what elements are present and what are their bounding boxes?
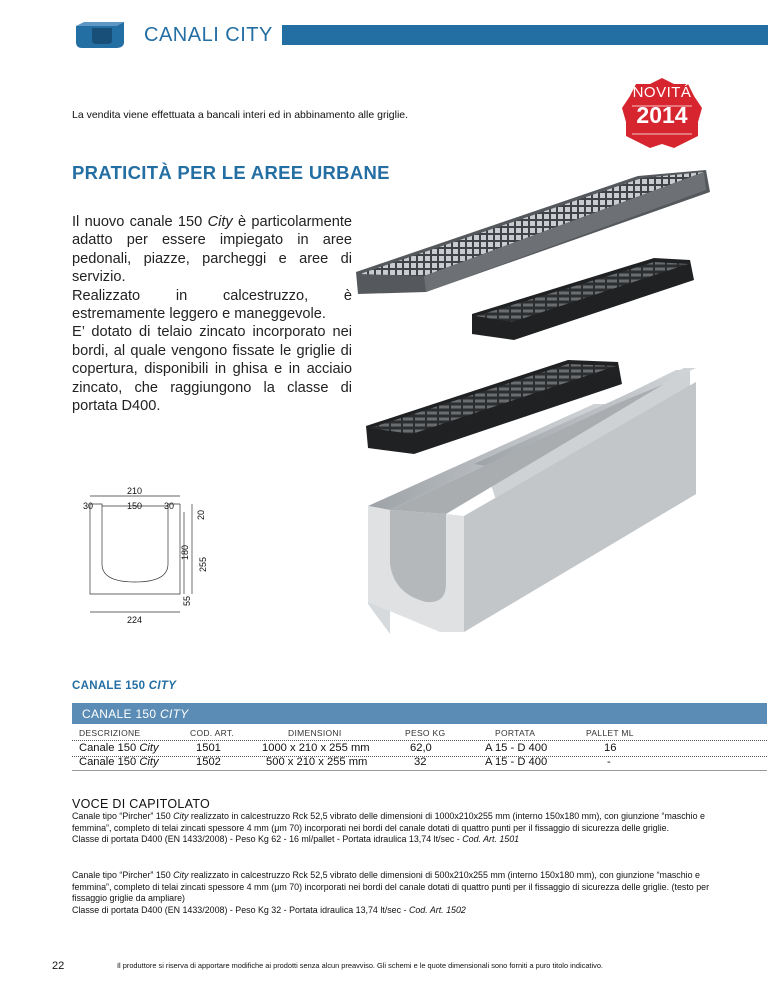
channel-icon	[72, 20, 128, 50]
footer-disclaimer: Il produttore si riserva di apportare modifiche ai prodotti senza alcun preavviso. Gli schemi e le quote dimensionali sono forniti a puro titolo indicativo.	[117, 961, 603, 970]
row2-peso: 32	[414, 756, 427, 768]
dim-150: 150	[127, 501, 143, 511]
dim-255: 255	[198, 556, 208, 572]
cast-iron-grating-small	[472, 258, 694, 340]
product-subtitle: CANALE 150 CITY	[72, 680, 177, 692]
voce-paragraph-1: Canale tipo “Pircher” 150 City realizzato in calcestruzzo Rck 52,5 vibrato delle dimensioni di 1000x210x255 mm (interno 150x180 mm), con giunzione “maschio e femmina”, completo di telai zincati spessore 4 mm (μm 70) incorporati nei bordi del canale dotati di quattro punti per il fissaggio di sicurezza delle griglie. Classe di portata D400 (EN 1433/2008) - Peso Kg 62 - 16 ml/pallet - Portata idraulica 13,74 lt/sec - Cod. Art. 1501	[72, 811, 705, 845]
intro-paragraph-3: E’ dotato di telaio zincato incorporato nei bordi, al quale vengono fissate le griglie di copertura, disponibili in ghisa e in acciaio zincato, che raggiungono la classe di portata D400.	[72, 324, 352, 415]
dim-224: 224	[127, 615, 143, 625]
row2-dimensioni: 500 x 210 x 255 mm	[266, 756, 368, 768]
dim-20: 20	[196, 509, 206, 520]
sale-notice: La vendita viene effettuata a bancali interi ed in abbinamento alle griglie.	[72, 109, 409, 121]
intro-paragraph-2: Realizzato in calcestruzzo, è estremamente leggero e maneggevole.	[72, 287, 352, 323]
col-header-cod-art: COD. ART.	[190, 728, 235, 738]
col-header-portata: PORTATA	[495, 728, 536, 738]
dim-180: 180	[180, 544, 190, 560]
row1-dimensioni: 1000 x 210 x 255 mm	[262, 742, 370, 754]
row1-cod-art: 1501	[196, 742, 221, 754]
badge-year: 2014	[636, 102, 688, 128]
badge-line1: NOVITÁ	[632, 84, 692, 101]
dim-30-right: 30	[164, 501, 175, 511]
intro-paragraph-1: Il nuovo canale 150 City è particolarmente adatto per essere impiegato in aree pedonali, piazze, parcheggi e aree di servizio.	[72, 214, 352, 286]
row2-pallet: -	[607, 756, 611, 768]
table-divider	[72, 740, 767, 741]
row2-cod-art: 1502	[196, 756, 221, 768]
dim-55: 55	[182, 595, 192, 606]
row2-descrizione: Canale 150 City	[79, 756, 159, 768]
dim-30-left: 30	[83, 501, 94, 511]
col-header-pallet: PALLET ML	[586, 728, 634, 738]
header-bar	[282, 25, 768, 45]
cross-section-drawing	[80, 484, 225, 626]
table-title: CANALE 150 CITY	[82, 707, 189, 721]
intro-text	[72, 213, 352, 415]
col-header-descrizione: DESCRIZIONE	[79, 728, 141, 738]
header-title: CANALI CITY	[144, 24, 273, 46]
row2-portata: A 15 - D 400	[485, 756, 548, 768]
row1-pallet: 16	[604, 742, 617, 754]
product-image	[354, 164, 714, 674]
col-header-peso: PESO KG	[405, 728, 446, 738]
voce-paragraph-2: Canale tipo “Pircher” 150 City realizzato in calcestruzzo Rck 52,5 vibrato delle dimensioni di 500x210x255 mm (interno 150x180 mm), con giunzione “maschio e femmina”, completo di telai zincati spessore 4 mm (μm 70) incorporati nei bordi del canale dotati di quattro punti per il fissaggio di sicurezza delle griglie. (testo per fissaggio griglie da ampliare) Classe di portata D400 (EN 1433/2008) - Peso Kg 32 - Portata idraulica 13,74 lt/sec - Cod. Art. 1502	[72, 870, 710, 915]
row1-descrizione: Canale 150 City	[79, 742, 159, 754]
row1-portata: A 15 - D 400	[485, 742, 548, 754]
section-title: PRATICITÀ PER LE AREE URBANE	[72, 162, 390, 183]
row1-peso: 62,0	[410, 742, 432, 754]
voce-title: VOCE DI CAPITOLATO	[72, 797, 211, 811]
page-number: 22	[52, 960, 65, 972]
dim-210: 210	[127, 486, 143, 496]
col-header-dimensioni: DIMENSIONI	[288, 728, 342, 738]
table-bottom-rule	[72, 770, 767, 771]
